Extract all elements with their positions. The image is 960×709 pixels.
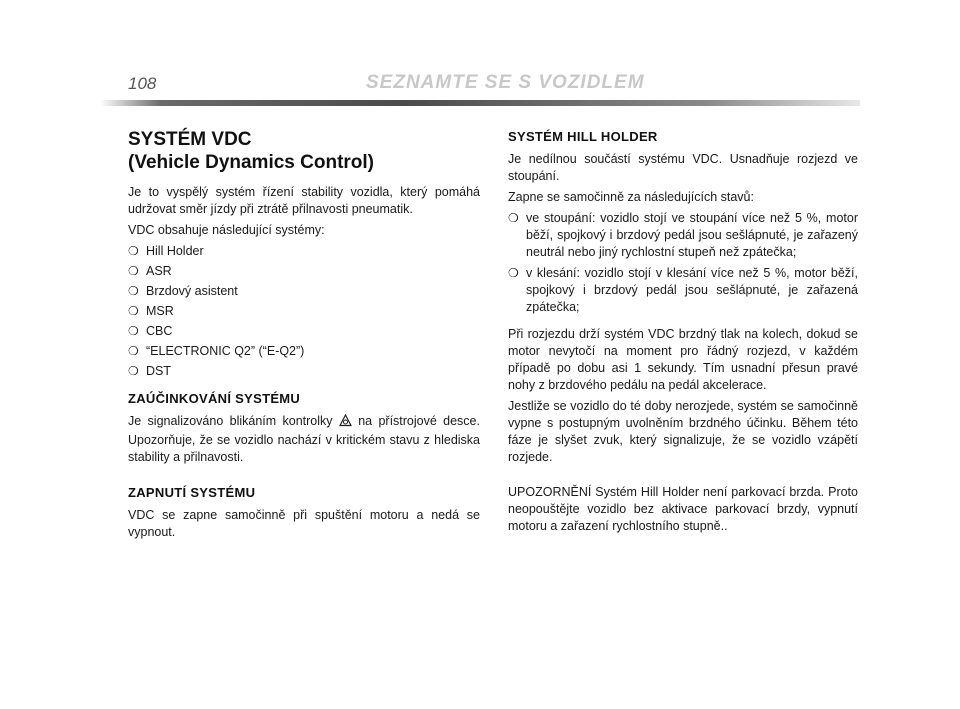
- conditions-list: [508, 210, 858, 316]
- warning-paragraph: UPOZORNĚNÍ Systém Hill Holder není parkovací brzda. Proto neopouštějte vozidlo bez aktivace parkovací brzdy, vypnutí motoru a zařazení rychlostního stupně..: [508, 485, 858, 533]
- bullet-circle-icon: ❍: [128, 304, 139, 318]
- system-item-text: ASR: [146, 264, 172, 278]
- system-item-text: DST: [146, 364, 171, 378]
- condition-item-text: v klesání: vozidlo stojí v klesání více než 5 %, motor běží, spojkový i brzdový pedál jsou sešlápnuté, je zařazená zpátečka;: [526, 266, 858, 314]
- right-column: [508, 128, 858, 539]
- page-number: 108: [128, 74, 157, 93]
- section-title-line1: SYSTÉM VDC: [128, 129, 252, 150]
- activation-text-before: Je signalizováno blikáním kontrolky: [128, 414, 333, 428]
- hill-holder-intro: Je nedílnou součástí systému VDC. Usnadňuje rozjezd ve stoupání.: [508, 152, 858, 183]
- bullet-circle-icon: ❍: [128, 324, 139, 338]
- start-paragraph: Při rozjezdu drží systém VDC brzdný tlak na kolech, dokud se motor nevytočí na moment pro řádný rozjezd, v každém případě po dobu asi 1 sekundy. Tím usnadní přesun pravé nohy z brzdového pedálu na pedál akcelerace.: [508, 327, 858, 392]
- activation-heading: ZAÚČINKOVÁNÍ SYSTÉMU: [128, 391, 301, 406]
- disengage-paragraph: Jestliže se vozidlo do té doby nerozjede, systém se samočinně vypne s postupným uvolněním brzdného účinku. Během této fáze je slyšet zvuk, který signalizuje, že se vozidlo vzápětí rozjede.: [508, 399, 858, 464]
- system-item: [128, 323, 480, 340]
- condition-item-text: ve stoupání: vozidlo stojí ve stoupání více než 5 %, motor běží, spojkový i brzdový pedál jsou sešlápnuté, je zařazený neutrál nebo jiný rychlostní stupeň než zpátečka;: [526, 211, 858, 259]
- bullet-circle-icon: ❍: [508, 211, 519, 225]
- bullet-circle-icon: ❍: [128, 244, 139, 258]
- condition-item: [508, 265, 858, 316]
- system-item: [128, 263, 480, 280]
- header-rule: [100, 100, 860, 106]
- hill-holder-heading: SYSTÉM HILL HOLDER: [508, 129, 658, 144]
- bullet-circle-icon: ❍: [508, 266, 519, 280]
- bullet-circle-icon: ❍: [128, 284, 139, 298]
- running-head: SEZNAMTE SE S VOZIDLEM: [366, 72, 645, 93]
- system-item: [128, 343, 480, 360]
- intro-paragraph: Je to vyspělý systém řízení stability vozidla, který pomáhá udržovat směr jízdy při ztrátě přilnavosti pneumatik.: [128, 185, 480, 216]
- bullet-circle-icon: ❍: [128, 364, 139, 378]
- system-item: [128, 303, 480, 320]
- systems-list: [128, 243, 480, 380]
- activation-paragraph: [128, 413, 480, 466]
- bullet-circle-icon: ❍: [128, 344, 139, 358]
- enable-heading: ZAPNUTÍ SYSTÉMU: [128, 485, 256, 500]
- system-item: [128, 283, 480, 300]
- hill-holder-conditions-intro: Zapne se samočinně za následujících stavů:: [508, 190, 754, 204]
- systems-intro: VDC obsahuje následující systémy:: [128, 223, 325, 237]
- enable-paragraph: VDC se zapne samočinně při spuštění motoru a nedá se vypnout.: [128, 508, 480, 539]
- section-title-line2: (Vehicle Dynamics Control): [128, 152, 375, 173]
- system-item-text: Brzdový asistent: [146, 284, 238, 298]
- condition-item: [508, 210, 858, 261]
- section-title: [128, 128, 480, 174]
- left-column: [128, 128, 480, 545]
- bullet-circle-icon: ❍: [128, 264, 139, 278]
- system-item-text: “ELECTRONIC Q2” (“E-Q2”): [146, 344, 305, 358]
- system-item: [128, 363, 480, 380]
- system-item-text: Hill Holder: [146, 244, 204, 258]
- vdc-warning-light-icon: [339, 414, 352, 432]
- system-item-text: CBC: [146, 324, 173, 338]
- system-item-text: MSR: [146, 304, 174, 318]
- activation-text-after: na přístrojové desce. Upozorňuje, že se vozidlo nachází v kritickém stavu z hlediska stability a přilnavosti.: [128, 414, 480, 464]
- system-item: [128, 243, 480, 260]
